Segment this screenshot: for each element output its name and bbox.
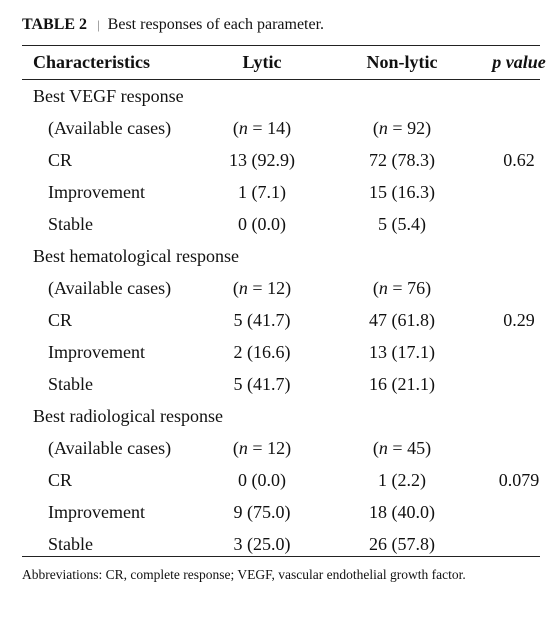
row-label: CR	[48, 150, 73, 170]
section-row	[22, 244, 540, 276]
row-label: Stable	[48, 374, 93, 394]
section-row	[22, 84, 540, 116]
table-footnote: Abbreviations: CR, complete response; VEGF, vascular endothelial growth factor.	[22, 567, 466, 582]
section-row	[22, 404, 540, 436]
header-bottom-rule	[22, 79, 540, 80]
table-body	[22, 84, 540, 564]
table-row: Stable 5 (41.7) 16 (21.1)	[48, 374, 435, 394]
row-label: CR	[48, 470, 73, 490]
table-row: Stable 0 (0.0) 5 (5.4)	[48, 214, 426, 234]
section-title: Best VEGF response	[33, 86, 184, 106]
table-row: (Available cases) (n = 14) (n = 92)	[48, 118, 432, 138]
header-characteristics: Characteristics	[33, 52, 150, 72]
table-row: (Available cases) (n = 12) (n = 76)	[48, 278, 432, 298]
table-bottom-rule	[22, 556, 540, 557]
table-row: Improvement 1 (7.1) 15 (16.3)	[48, 182, 435, 202]
table-row: Improvement 9 (75.0) 18 (40.0)	[48, 502, 435, 522]
row-label: (Available cases)	[48, 118, 172, 138]
table-row: CR 13 (92.9) 72 (78.3) 0.62	[48, 150, 535, 170]
table-header: Characteristics Lytic Non-lytic p value	[22, 52, 540, 76]
row-label: Improvement	[48, 182, 145, 202]
row-label: Stable	[48, 214, 93, 234]
section-title: Best radiological response	[33, 406, 223, 426]
row-label: (Available cases)	[48, 438, 172, 458]
caption-separator: |	[97, 17, 100, 32]
table-title: Best responses of each parameter.	[107, 16, 325, 33]
table-top-rule	[22, 45, 540, 46]
row-label: Improvement	[48, 342, 145, 362]
table-row: CR 5 (41.7) 47 (61.8) 0.29	[48, 310, 535, 330]
table-row: CR 0 (0.0) 1 (2.2) 0.079	[48, 470, 540, 490]
row-label: Improvement	[48, 502, 145, 522]
table-label: TABLE 2	[22, 16, 88, 33]
row-label: CR	[48, 310, 73, 330]
section-title: Best hematological response	[33, 246, 239, 266]
row-label: Stable	[48, 534, 93, 554]
table-row: Stable 3 (25.0) 26 (57.8)	[48, 534, 435, 554]
table-caption	[22, 16, 324, 34]
table-row: Improvement 2 (16.6) 13 (17.1)	[48, 342, 435, 362]
row-label: (Available cases)	[48, 278, 172, 298]
table-row: (Available cases) (n = 12) (n = 45)	[48, 438, 432, 458]
